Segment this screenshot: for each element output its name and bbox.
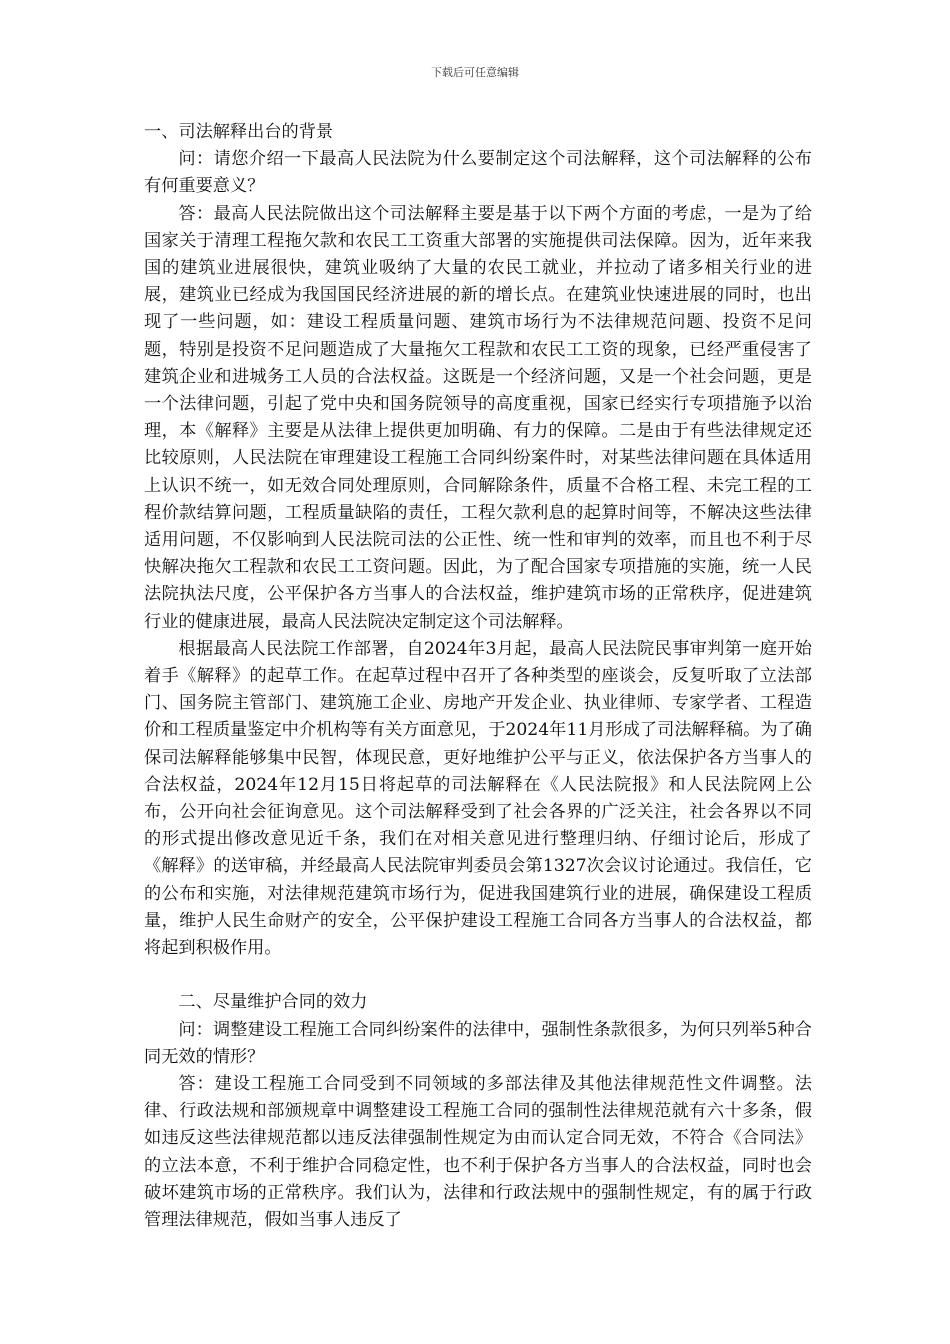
section-2-question: 问：调整建设工程施工合同纠纷案件的法律中，强制性条款很多，为何只列举5种合同无效的情形？ — [144, 1019, 812, 1067]
section-2-answer: 答：建设工程施工合同受到不同领域的多部法律及其他法律规范性文件调整。法律、行政法规和部颁规章中调整建设工程施工合同的强制性法律规范就有六十多条，假如违反这些法律规范都以违反法律强制性规定为由而认定合同无效，不符合《合同法》的立法本意，不利于维护合同稳定性，也不利于保护各方当事人的合法权益，同时也会破坏建筑市场的正常秩序。我们认为，法律和行政法规中的强制性规定，有的属于行政管理法律规范，假如当事人违反了 — [144, 1073, 812, 1230]
section-1-paragraph-3: 根据最高人民法院工作部署，自2024年3月起，最高人民法院民事审判第一庭开始着手《解释》的起草工作。在起草过程中召开了各种类型的座谈会，反复听取了立法部门、国务院主管部门、建筑施工企业、房地产开发企业、执业律师、专家学者、工程造价和工程质量鉴定中介机构等有关方面意见，于2024年11月形成了司法解释稿。为了确保司法解释能够集中民智，体现民意，更好地维护公平与正义，依法保护各方当事人的合法权益，2024年12月15日将起草的司法解释在《人民法院报》和人民法院网上公布，公开向社会征询意见。这个司法解释受到了社会各界的广泛关注，社会各界以不同的形式提出修改意见近千条，我们在对相关意见进行整理归纳、仔细讨论后，形成了《解释》的送审稿，并经最高人民法院审判委员会第1327次会议讨论通过。我信任，它的公布和实施，对法律规范建筑市场行为，促进我国建筑行业的进展，确保建设工程质量，维护人民生命财产的安全，公平保护建设工程施工合同各方当事人的合法权益，都将起到积极作用。 — [144, 638, 812, 959]
page-header: 下载后可任意编辑 — [431, 66, 519, 79]
section-1-question: 问：请您介绍一下最高人民法院为什么要制定这个司法解释，这个司法解释的公布有何重要意义？ — [144, 149, 812, 197]
section-1-heading: 一、司法解释出台的背景 — [144, 122, 334, 142]
section-1-answer: 答：最高人民法院做出这个司法解释主要是基于以下两个方面的考虑，一是为了给国家关于清理工程拖欠款和农民工工资重大部署的实施提供司法保障。因为，近年来我国的建筑业进展很快，建筑业吸纳了大量的农民工就业，并拉动了诸多相关行业的进展，建筑业已经成为我国国民经济进展的新的增长点。在建筑业快速进展的同时，也出现了一些问题，如：建设工程质量问题、建筑市场行为不法律规范问题、投资不足问题，特别是投资不足问题造成了大量拖欠工程款和农民工工资的现象，已经严重侵害了建筑企业和进城务工人员的合法权益。这既是一个经济问题，又是一个社会问题，更是一个法律问题，引起了党中央和国务院领导的高度重视，国家已经实行专项措施予以治理，本《解释》主要是从法律上提供更加明确、有力的保障。二是由于有些法律规定还比较原则，人民法院在审理建设工程施工合同纠纷案件时，对某些法律问题在具体适用上认识不统一，如无效合同处理原则，合同解除条件，质量不合格工程、未完工程的工程价款结算问题，工程质量缺陷的责任，工程欠款利息的起算时间等，不解决这些法律适用问题，不仅影响到人民法院司法的公正性、统一性和审判的效率，而且也不利于尽快解决拖欠工程款和农民工工资问题。因此，为了配合国家专项措施的实施，统一人民法院执法尺度，公平保护各方当事人的合法权益，维护建筑市场的正常秩序，促进建筑行业的健康进展，最高人民法院决定制定这个司法解释。 — [144, 203, 812, 632]
section-2-heading: 二、尽量维护合同的效力 — [178, 992, 368, 1013]
document-body — [144, 119, 812, 1234]
